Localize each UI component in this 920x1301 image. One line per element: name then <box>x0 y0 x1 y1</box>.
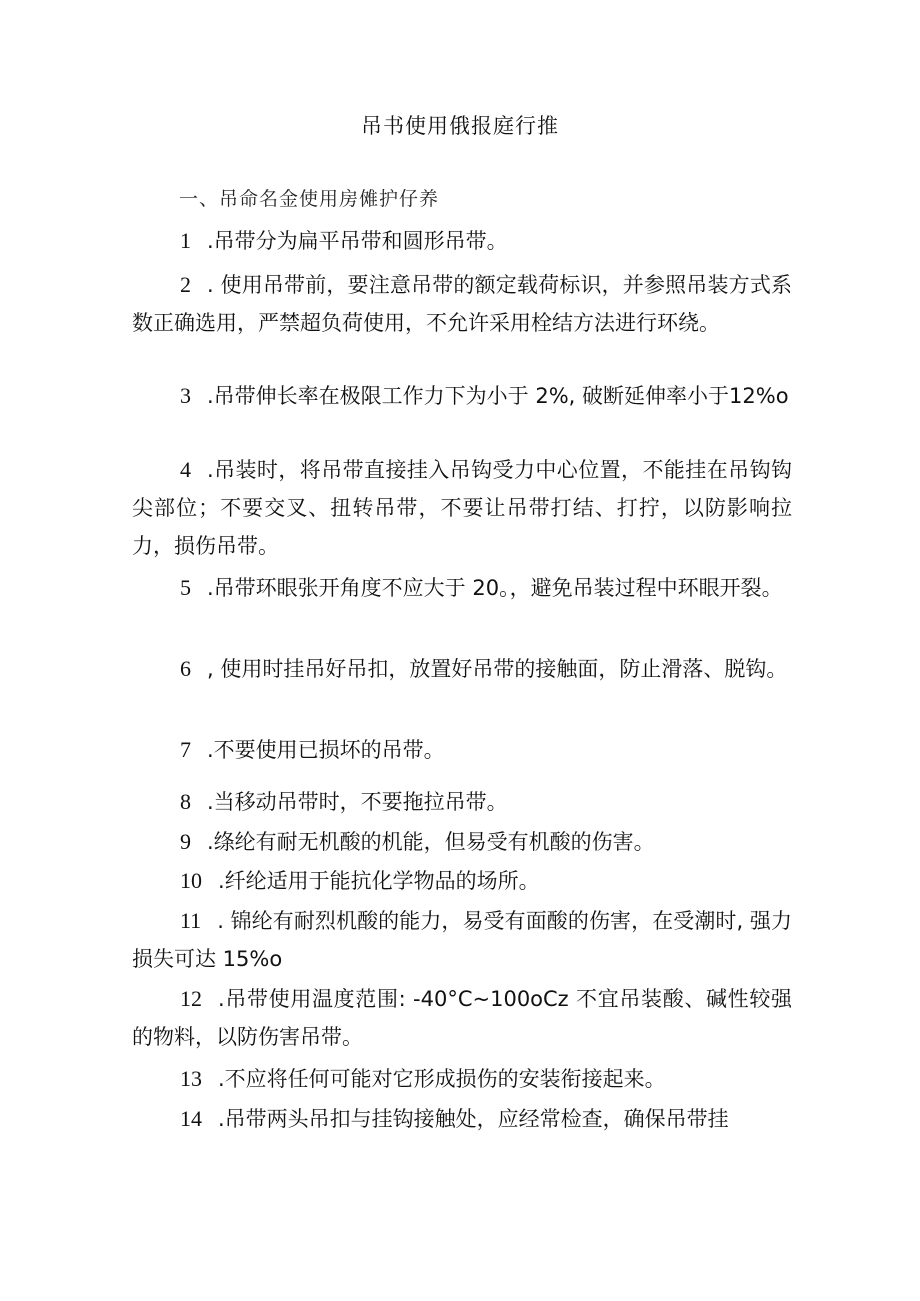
item-number: 1 <box>180 228 191 253</box>
item-text: .吊带环眼张开角度不应大于 20。，避免吊装过程中环眼开裂。 <box>207 576 783 600</box>
item-number: 6 <box>180 656 191 681</box>
item-text: .吊带两头吊扣与挂钩接触处，应经常检查，确保吊带挂 <box>218 1107 729 1131</box>
list-item <box>132 731 792 769</box>
item-number: 13 <box>180 1066 202 1091</box>
list-item <box>132 1060 792 1098</box>
list-item <box>132 902 792 978</box>
list-item <box>132 222 792 260</box>
list-item <box>132 1100 792 1138</box>
list-item <box>132 650 792 688</box>
item-text: , 使用时挂吊好吊扣，放置好吊带的接触面，防止滑落、脱钩。 <box>207 657 788 681</box>
item-number: 12 <box>180 986 202 1011</box>
section-heading: 一、吊命名金使用房傩护仔养 <box>179 188 440 210</box>
item-number: 3 <box>180 383 191 408</box>
item-text: .吊带分为扁平吊带和圆形吊带。 <box>207 229 508 253</box>
list-item <box>132 862 792 900</box>
item-text: .不要使用已损坏的吊带。 <box>207 738 445 762</box>
item-text: .不应将任何可能对它形成损伤的安装衔接起来。 <box>218 1067 666 1091</box>
item-number: 10 <box>180 868 202 893</box>
item-number: 8 <box>180 789 191 814</box>
item-number: 14 <box>180 1106 202 1131</box>
item-text: .吊装时，将吊带直接挂入吊钩受力中心位置，不能挂在吊钩钩尖部位；不要交叉、扭转吊带，不要让吊带打结、打拧，以防影响拉力，损伤吊带。 <box>132 458 792 558</box>
item-number: 9 <box>180 829 191 854</box>
list-item <box>132 980 792 1056</box>
item-text: .纤纶适用于能抗化学物品的场所。 <box>218 869 540 893</box>
item-number: 5 <box>180 575 191 600</box>
list-item <box>132 823 792 861</box>
item-text: . 锦纶有耐烈机酸的能力，易受有面酸的伤害，在受潮时, 强力损失可达 15%o <box>132 909 792 971</box>
item-number: 7 <box>180 737 191 762</box>
list-item <box>132 569 792 607</box>
item-text: . 使用吊带前，要注意吊带的额定载荷标识，并参照吊装方式系数正确选用，严禁超负荷使用，不允许采用栓结方法进行环绕。 <box>132 273 792 335</box>
item-number: 4 <box>180 457 191 482</box>
item-text: .当移动吊带时，不要拖拉吊带。 <box>207 790 508 814</box>
list-item <box>132 451 792 565</box>
item-text: .吊带伸长率在极限工作力下为小于 2%, 破断延伸率小于12%o <box>207 384 789 408</box>
item-number: 11 <box>180 908 202 933</box>
list-item <box>132 377 792 415</box>
item-text: .吊带使用温度范围: -40°C~100oCz 不宜吊装酸、碱性较强的物料，以防伤害吊带。 <box>132 987 792 1049</box>
item-number: 2 <box>180 272 191 297</box>
list-item <box>132 783 792 821</box>
list-item <box>132 266 792 342</box>
document-title: 吊书使用俄报庭行推 <box>361 114 559 138</box>
item-text: .绦纶有耐无机酸的机能，但易受有机酸的伤害。 <box>207 830 655 854</box>
